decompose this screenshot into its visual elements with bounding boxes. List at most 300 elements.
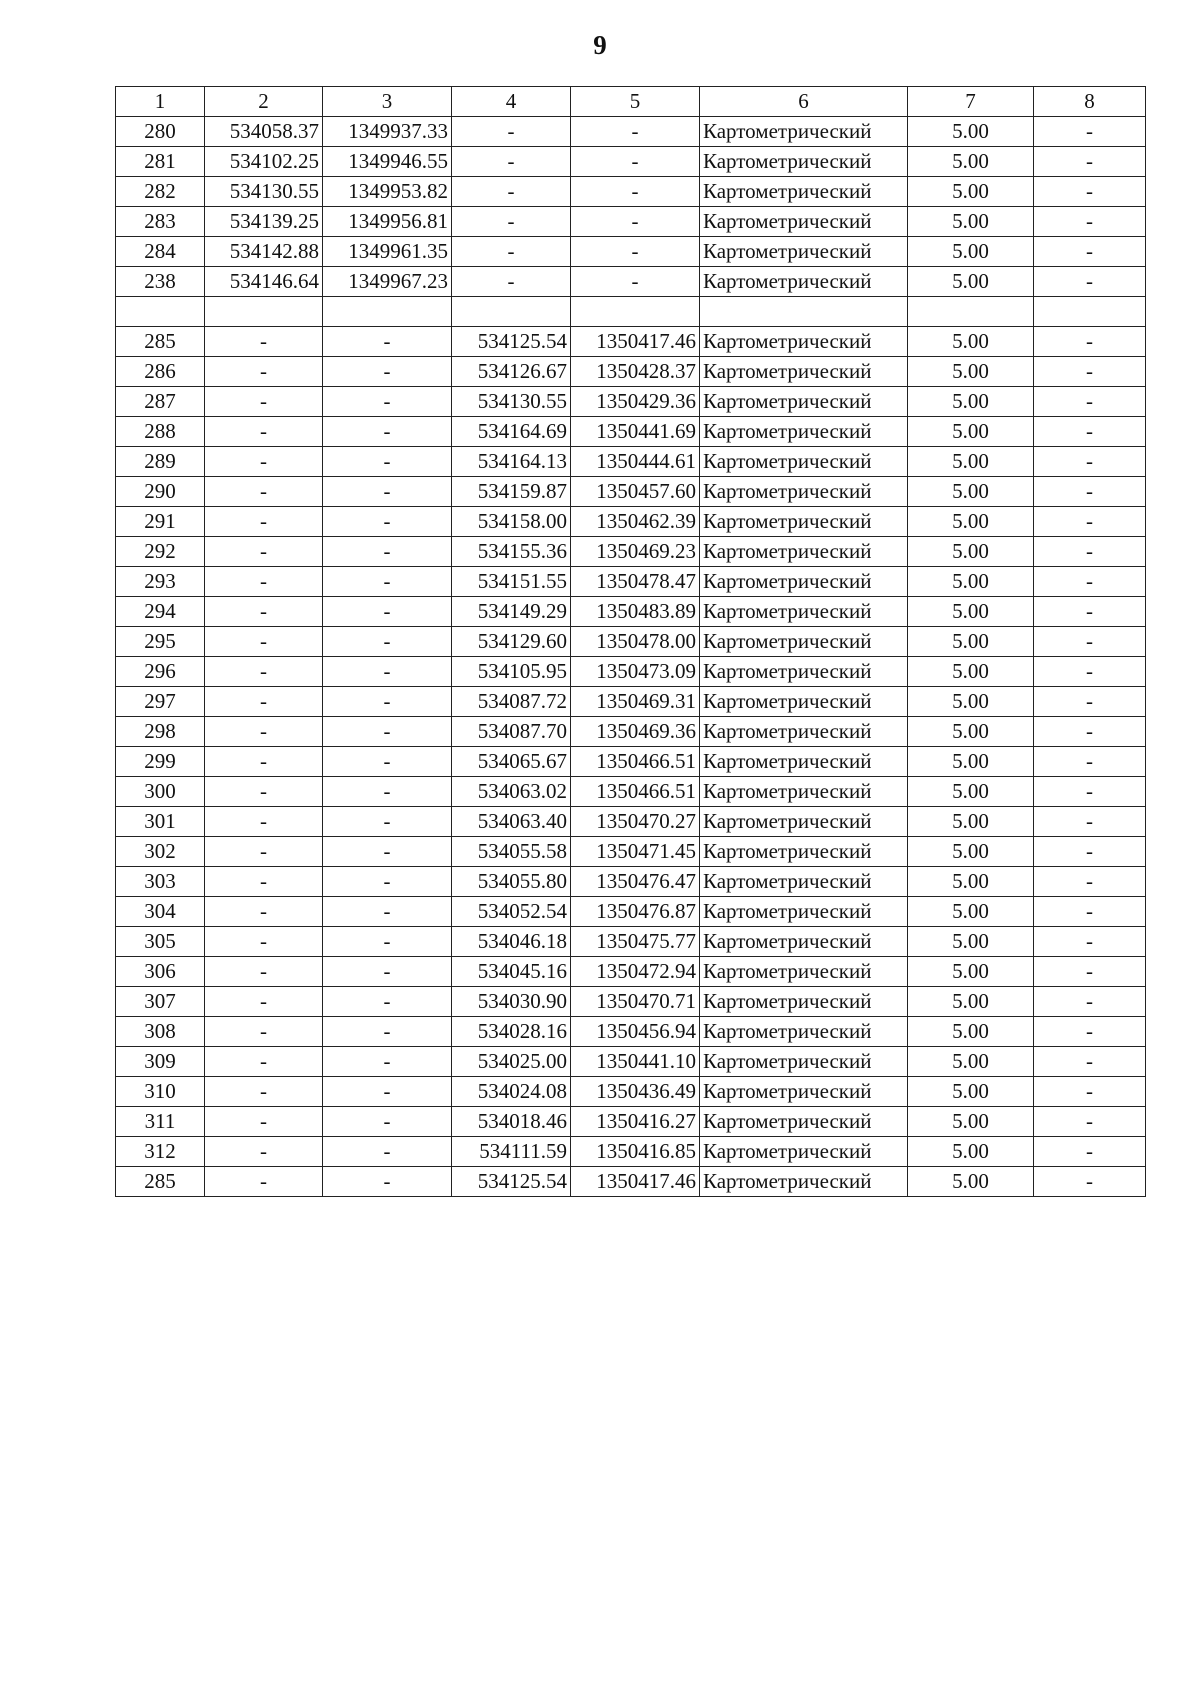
accuracy-cell: 5.00 [908,837,1034,867]
note-cell: - [1034,1107,1146,1137]
table-row [116,597,1146,627]
column-header: 2 [205,87,323,117]
table-row [116,477,1146,507]
method-cell: Картометрический [700,477,908,507]
accuracy-cell: 5.00 [908,1137,1034,1167]
point-number-cell: 303 [116,867,205,897]
accuracy-cell: 5.00 [908,177,1034,207]
point-number-cell: 287 [116,387,205,417]
y-coord-cell: 1350428.37 [571,357,700,387]
note-cell: - [1034,1077,1146,1107]
method-cell: Картометрический [700,507,908,537]
note-cell: - [1034,927,1146,957]
note-cell: - [1034,507,1146,537]
accuracy-cell: 5.00 [908,1017,1034,1047]
table-row [116,957,1146,987]
x-coord-cell: - [205,657,323,687]
table-row [116,777,1146,807]
accuracy-cell: 5.00 [908,387,1034,417]
table-row [116,1077,1146,1107]
accuracy-cell: 5.00 [908,687,1034,717]
note-cell: - [1034,1137,1146,1167]
x-coord-cell: 534159.87 [452,477,571,507]
table-row [116,387,1146,417]
table-row [116,357,1146,387]
x-coord-cell: 534102.25 [205,147,323,177]
column-header: 7 [908,87,1034,117]
accuracy-cell: 5.00 [908,117,1034,147]
x-coord-cell: - [452,267,571,297]
table-header-row [116,87,1146,117]
point-number-cell: 309 [116,1047,205,1077]
note-cell: - [1034,657,1146,687]
point-number-cell: 307 [116,987,205,1017]
accuracy-cell: 5.00 [908,147,1034,177]
y-coord-cell: 1350470.71 [571,987,700,1017]
accuracy-cell: 5.00 [908,507,1034,537]
y-coord-cell: 1350416.27 [571,1107,700,1137]
x-coord-cell: 534151.55 [452,567,571,597]
x-coord-cell: - [205,417,323,447]
accuracy-cell: 5.00 [908,207,1034,237]
point-number-cell: 285 [116,1167,205,1197]
x-coord-cell: - [205,387,323,417]
y-coord-cell: - [323,747,452,777]
y-coord-cell: - [323,597,452,627]
method-cell: Картометрический [700,927,908,957]
y-coord-cell: 1350429.36 [571,387,700,417]
point-number-cell: 295 [116,627,205,657]
x-coord-cell: 534018.46 [452,1107,571,1137]
y-coord-cell: 1350436.49 [571,1077,700,1107]
y-coord-cell: - [323,837,452,867]
x-coord-cell: - [205,897,323,927]
x-coord-cell: - [205,1167,323,1197]
table-row [116,237,1146,267]
method-cell: Картометрический [700,147,908,177]
x-coord-cell: 534052.54 [452,897,571,927]
y-coord-cell [323,297,452,327]
y-coord-cell: - [323,537,452,567]
x-coord-cell: - [205,837,323,867]
x-coord-cell: 534125.54 [452,1167,571,1197]
note-cell: - [1034,717,1146,747]
point-number-cell: 305 [116,927,205,957]
method-cell: Картометрический [700,327,908,357]
accuracy-cell: 5.00 [908,927,1034,957]
method-cell: Картометрический [700,387,908,417]
note-cell: - [1034,177,1146,207]
x-coord-cell: - [205,807,323,837]
y-coord-cell: 1350444.61 [571,447,700,477]
table-row [116,717,1146,747]
y-coord-cell: - [323,807,452,837]
y-coord-cell: 1350476.47 [571,867,700,897]
x-coord-cell: 534125.54 [452,327,571,357]
y-coord-cell: 1349937.33 [323,117,452,147]
y-coord-cell: - [323,387,452,417]
x-coord-cell: - [205,687,323,717]
point-number-cell: 297 [116,687,205,717]
note-cell: - [1034,237,1146,267]
note-cell: - [1034,687,1146,717]
accuracy-cell: 5.00 [908,447,1034,477]
accuracy-cell: 5.00 [908,957,1034,987]
y-coord-cell: - [323,357,452,387]
y-coord-cell: 1349961.35 [323,237,452,267]
x-coord-cell: - [452,207,571,237]
y-coord-cell: 1350472.94 [571,957,700,987]
y-coord-cell: - [323,507,452,537]
point-number-cell: 300 [116,777,205,807]
x-coord-cell: - [205,1017,323,1047]
y-coord-cell: 1350417.46 [571,327,700,357]
note-cell: - [1034,627,1146,657]
note-cell: - [1034,957,1146,987]
note-cell: - [1034,447,1146,477]
table-row [116,207,1146,237]
point-number-cell: 281 [116,147,205,177]
x-coord-cell: - [205,507,323,537]
x-coord-cell: - [205,537,323,567]
y-coord-cell: - [571,117,700,147]
y-coord-cell: - [323,717,452,747]
point-number-cell: 301 [116,807,205,837]
point-number-cell: 298 [116,717,205,747]
table-row [116,297,1146,327]
x-coord-cell: - [205,927,323,957]
x-coord-cell: - [205,747,323,777]
x-coord-cell: 534126.67 [452,357,571,387]
x-coord-cell: 534129.60 [452,627,571,657]
table-row [116,537,1146,567]
note-cell: - [1034,117,1146,147]
table-row [116,987,1146,1017]
accuracy-cell: 5.00 [908,597,1034,627]
table-row [116,117,1146,147]
y-coord-cell: 1349946.55 [323,147,452,177]
x-coord-cell: - [205,867,323,897]
accuracy-cell: 5.00 [908,327,1034,357]
method-cell: Картометрический [700,1047,908,1077]
table-row [116,147,1146,177]
y-coord-cell: - [323,1077,452,1107]
x-coord-cell: 534087.72 [452,687,571,717]
y-coord-cell: - [323,627,452,657]
method-cell: Картометрический [700,357,908,387]
point-number-cell: 293 [116,567,205,597]
y-coord-cell: - [323,477,452,507]
note-cell: - [1034,837,1146,867]
x-coord-cell: - [205,627,323,657]
note-cell: - [1034,807,1146,837]
method-cell: Картометрический [700,627,908,657]
x-coord-cell: 534028.16 [452,1017,571,1047]
accuracy-cell: 5.00 [908,1047,1034,1077]
note-cell: - [1034,1047,1146,1077]
x-coord-cell: 534058.37 [205,117,323,147]
point-number-cell: 284 [116,237,205,267]
y-coord-cell: - [323,927,452,957]
x-coord-cell: - [205,987,323,1017]
note-cell: - [1034,357,1146,387]
note-cell: - [1034,897,1146,927]
x-coord-cell: 534139.25 [205,207,323,237]
method-cell: Картометрический [700,1137,908,1167]
y-coord-cell: - [323,1167,452,1197]
y-coord-cell: - [323,1137,452,1167]
note-cell: - [1034,207,1146,237]
x-coord-cell: - [205,1047,323,1077]
y-coord-cell: - [323,657,452,687]
accuracy-cell: 5.00 [908,897,1034,927]
point-number-cell [116,297,205,327]
note-cell: - [1034,537,1146,567]
method-cell: Картометрический [700,237,908,267]
note-cell: - [1034,147,1146,177]
point-number-cell: 299 [116,747,205,777]
method-cell: Картометрический [700,117,908,147]
point-number-cell: 291 [116,507,205,537]
x-coord-cell: - [205,477,323,507]
y-coord-cell: 1350473.09 [571,657,700,687]
method-cell: Картометрический [700,777,908,807]
column-header: 4 [452,87,571,117]
column-header: 3 [323,87,452,117]
x-coord-cell: - [205,567,323,597]
x-coord-cell: - [205,327,323,357]
y-coord-cell: - [323,1107,452,1137]
x-coord-cell: - [205,597,323,627]
x-coord-cell: 534164.13 [452,447,571,477]
table-row [116,1047,1146,1077]
point-number-cell: 292 [116,537,205,567]
column-header: 5 [571,87,700,117]
x-coord-cell [205,297,323,327]
point-number-cell: 312 [116,1137,205,1167]
table-row [116,927,1146,957]
method-cell: Картометрический [700,867,908,897]
method-cell: Картометрический [700,567,908,597]
x-coord-cell: 534063.02 [452,777,571,807]
point-number-cell: 286 [116,357,205,387]
x-coord-cell: - [452,237,571,267]
y-coord-cell: 1350483.89 [571,597,700,627]
accuracy-cell: 5.00 [908,747,1034,777]
table-row [116,747,1146,777]
y-coord-cell: - [323,897,452,927]
y-coord-cell: - [323,1047,452,1077]
note-cell: - [1034,267,1146,297]
note-cell: - [1034,1017,1146,1047]
table-row [116,1017,1146,1047]
method-cell: Картометрический [700,987,908,1017]
y-coord-cell: 1350469.23 [571,537,700,567]
method-cell: Картометрический [700,747,908,777]
note-cell: - [1034,387,1146,417]
point-number-cell: 306 [116,957,205,987]
x-coord-cell: - [452,147,571,177]
method-cell: Картометрический [700,207,908,237]
x-coord-cell: - [452,177,571,207]
x-coord-cell: 534111.59 [452,1137,571,1167]
y-coord-cell: 1350471.45 [571,837,700,867]
table-row [116,507,1146,537]
accuracy-cell: 5.00 [908,1107,1034,1137]
method-cell: Картометрический [700,957,908,987]
accuracy-cell: 5.00 [908,867,1034,897]
y-coord-cell: 1350441.69 [571,417,700,447]
table-row [116,897,1146,927]
accuracy-cell [908,297,1034,327]
y-coord-cell: 1350476.87 [571,897,700,927]
table-body [116,117,1146,1197]
method-cell: Картометрический [700,417,908,447]
y-coord-cell [571,297,700,327]
y-coord-cell: 1350416.85 [571,1137,700,1167]
accuracy-cell: 5.00 [908,237,1034,267]
accuracy-cell: 5.00 [908,717,1034,747]
y-coord-cell: - [571,177,700,207]
method-cell: Картометрический [700,267,908,297]
note-cell [1034,297,1146,327]
y-coord-cell: 1350475.77 [571,927,700,957]
accuracy-cell: 5.00 [908,477,1034,507]
column-header: 6 [700,87,908,117]
x-coord-cell: - [205,957,323,987]
method-cell: Картометрический [700,687,908,717]
table-row [116,657,1146,687]
accuracy-cell: 5.00 [908,267,1034,297]
y-coord-cell: - [323,957,452,987]
y-coord-cell: 1350478.47 [571,567,700,597]
note-cell: - [1034,417,1146,447]
point-number-cell: 282 [116,177,205,207]
point-number-cell: 296 [116,657,205,687]
table-row [116,627,1146,657]
method-cell: Картометрический [700,897,908,927]
y-coord-cell: 1350441.10 [571,1047,700,1077]
x-coord-cell: 534105.95 [452,657,571,687]
x-coord-cell: 534045.16 [452,957,571,987]
point-number-cell: 290 [116,477,205,507]
note-cell: - [1034,327,1146,357]
y-coord-cell: 1350469.31 [571,687,700,717]
table-row [116,327,1146,357]
x-coord-cell: 534146.64 [205,267,323,297]
accuracy-cell: 5.00 [908,657,1034,687]
table-row [116,807,1146,837]
point-number-cell: 283 [116,207,205,237]
x-coord-cell: 534063.40 [452,807,571,837]
x-coord-cell: 534065.67 [452,747,571,777]
x-coord-cell: - [205,1107,323,1137]
method-cell: Картометрический [700,1017,908,1047]
x-coord-cell: - [205,777,323,807]
x-coord-cell: 534149.29 [452,597,571,627]
page-number: 9 [593,30,607,60]
x-coord-cell: 534030.90 [452,987,571,1017]
method-cell: Картометрический [700,447,908,477]
y-coord-cell: - [323,417,452,447]
accuracy-cell: 5.00 [908,1167,1034,1197]
y-coord-cell: - [571,267,700,297]
x-coord-cell: - [205,717,323,747]
x-coord-cell: - [205,447,323,477]
y-coord-cell: - [571,237,700,267]
y-coord-cell: 1350466.51 [571,747,700,777]
table-row [116,417,1146,447]
x-coord-cell: 534142.88 [205,237,323,267]
table-row [116,1167,1146,1197]
y-coord-cell: 1350456.94 [571,1017,700,1047]
y-coord-cell: - [571,147,700,177]
x-coord-cell: - [452,117,571,147]
x-coord-cell: 534158.00 [452,507,571,537]
table-row [116,1137,1146,1167]
method-cell [700,297,908,327]
point-number-cell: 302 [116,837,205,867]
y-coord-cell: 1350470.27 [571,807,700,837]
x-coord-cell: 534024.08 [452,1077,571,1107]
coordinates-table [115,86,1146,1197]
x-coord-cell: 534046.18 [452,927,571,957]
method-cell: Картометрический [700,597,908,627]
y-coord-cell: 1350457.60 [571,477,700,507]
x-coord-cell: - [205,1137,323,1167]
method-cell: Картометрический [700,807,908,837]
accuracy-cell: 5.00 [908,357,1034,387]
table-row [116,687,1146,717]
method-cell: Картометрический [700,657,908,687]
note-cell: - [1034,747,1146,777]
accuracy-cell: 5.00 [908,777,1034,807]
note-cell: - [1034,477,1146,507]
x-coord-cell: 534087.70 [452,717,571,747]
point-number-cell: 280 [116,117,205,147]
point-number-cell: 238 [116,267,205,297]
y-coord-cell: 1350462.39 [571,507,700,537]
point-number-cell: 311 [116,1107,205,1137]
y-coord-cell: - [323,447,452,477]
x-coord-cell: 534155.36 [452,537,571,567]
x-coord-cell: 534055.58 [452,837,571,867]
x-coord-cell: - [205,357,323,387]
table-row [116,267,1146,297]
y-coord-cell: - [323,867,452,897]
table-row [116,837,1146,867]
y-coord-cell: 1350417.46 [571,1167,700,1197]
column-header: 8 [1034,87,1146,117]
method-cell: Картометрический [700,537,908,567]
method-cell: Картометрический [700,837,908,867]
x-coord-cell: 534164.69 [452,417,571,447]
y-coord-cell: - [323,987,452,1017]
table-row [116,177,1146,207]
x-coord-cell: 534025.00 [452,1047,571,1077]
y-coord-cell: - [323,1017,452,1047]
y-coord-cell: - [323,327,452,357]
y-coord-cell: - [323,777,452,807]
point-number-cell: 308 [116,1017,205,1047]
y-coord-cell: 1350478.00 [571,627,700,657]
method-cell: Картометрический [700,177,908,207]
table-row [116,567,1146,597]
note-cell: - [1034,567,1146,597]
x-coord-cell: - [205,1077,323,1107]
x-coord-cell [452,297,571,327]
note-cell: - [1034,597,1146,627]
